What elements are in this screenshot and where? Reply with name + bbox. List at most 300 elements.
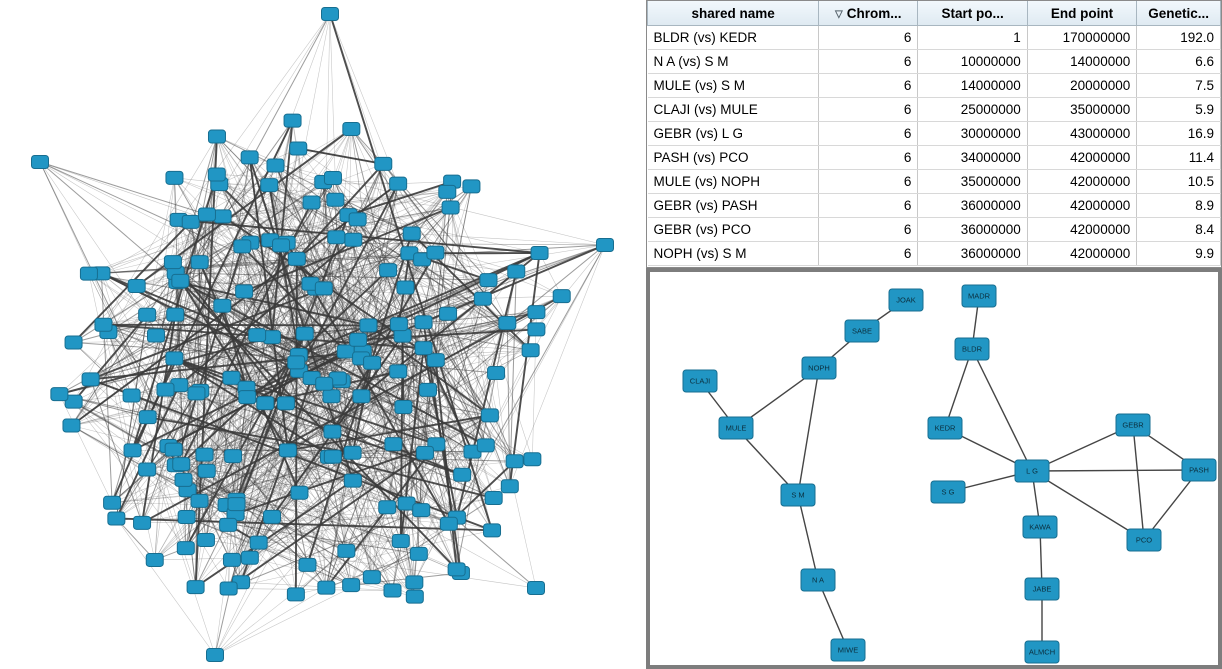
column-header-start-point[interactable]: [918, 1, 1027, 26]
node-shape: [318, 581, 335, 594]
node-shape: [375, 157, 392, 170]
table-row[interactable]: [648, 74, 1221, 98]
node-shape: [208, 130, 225, 143]
cell-shared-name: CLAJI (vs) MULE: [648, 98, 819, 122]
node-shape: [80, 267, 97, 280]
node-shape: [284, 114, 301, 127]
network-edge: [40, 162, 207, 215]
overview-node-69[interactable]: [485, 492, 502, 505]
overview-node-136[interactable]: [108, 512, 125, 525]
node-label: MULE: [725, 423, 747, 433]
overview-node-164[interactable]: [175, 473, 192, 486]
overview-node-80[interactable]: [380, 264, 397, 277]
overview-node-22[interactable]: [167, 308, 184, 321]
overview-node-142[interactable]: [198, 208, 215, 221]
overview-node-118[interactable]: [220, 518, 237, 531]
node-shape: [454, 468, 471, 481]
overview-node-57[interactable]: [63, 419, 80, 432]
overview-node-122[interactable]: [406, 590, 423, 603]
overview-node-38[interactable]: [198, 464, 215, 477]
detail-node-s-m[interactable]: [781, 484, 815, 506]
node-shape: [172, 274, 189, 287]
detail-node-claji[interactable]: [683, 370, 717, 392]
cell-shared-name: MULE (vs) NOPH: [648, 170, 819, 194]
node-shape: [178, 511, 195, 524]
overview-node-26[interactable]: [264, 510, 281, 523]
overview-node-135[interactable]: [95, 318, 112, 331]
cell-start-point: 30000000: [918, 122, 1027, 146]
node-shape: [166, 352, 183, 365]
detail-node-jabe[interactable]: [1025, 578, 1059, 600]
node-shape: [384, 584, 401, 597]
detail-node-almch[interactable]: [1025, 641, 1059, 663]
overview-node-49[interactable]: [104, 496, 121, 509]
node-shape: [481, 409, 498, 422]
node-shape: [291, 486, 308, 499]
node-label: JABE: [1032, 584, 1052, 594]
cell-genetic: 6.6: [1137, 50, 1221, 74]
overview-node-181[interactable]: [207, 649, 224, 662]
node-shape: [288, 356, 305, 369]
overview-node-151[interactable]: [349, 213, 366, 226]
overview-node-170[interactable]: [165, 443, 182, 456]
cell-end-point: 170000000: [1027, 26, 1136, 50]
overview-node-54[interactable]: [291, 486, 308, 499]
node-shape: [223, 371, 240, 384]
overview-node-85[interactable]: [166, 352, 183, 365]
overview-node-92[interactable]: [241, 551, 258, 564]
overview-node-139[interactable]: [196, 448, 213, 461]
node-shape: [427, 246, 444, 259]
cell-genetic: 192.0: [1137, 26, 1221, 50]
overview-node-138[interactable]: [290, 142, 307, 155]
overview-node-19[interactable]: [236, 285, 253, 298]
overview-node-105[interactable]: [427, 354, 444, 367]
node-shape: [406, 590, 423, 603]
filter-icon[interactable]: ▽: [835, 8, 843, 20]
overview-node-76[interactable]: [188, 387, 205, 400]
overview-node-134[interactable]: [257, 397, 274, 410]
overview-node-171[interactable]: [316, 377, 333, 390]
cell-end-point: 42000000: [1027, 242, 1136, 266]
node-shape: [191, 256, 208, 269]
node-shape: [95, 318, 112, 331]
overview-node-0[interactable]: [524, 453, 541, 466]
overview-node-86[interactable]: [279, 444, 296, 457]
overview-node-35[interactable]: [419, 383, 436, 396]
node-label: JOAK: [896, 295, 916, 305]
overview-node-43[interactable]: [508, 265, 525, 278]
overview-node-8[interactable]: [303, 196, 320, 209]
overview-node-130[interactable]: [427, 246, 444, 259]
overview-node-98[interactable]: [448, 563, 465, 576]
node-shape: [415, 316, 432, 329]
node-label: CLAJI: [689, 376, 711, 386]
overview-node-159[interactable]: [124, 444, 141, 457]
overview-node-123[interactable]: [477, 439, 494, 452]
network-edge: [945, 349, 972, 428]
overview-node-141[interactable]: [296, 327, 313, 340]
overview-node-24[interactable]: [250, 536, 267, 549]
cell-end-point: 42000000: [1027, 170, 1136, 194]
node-shape: [299, 558, 316, 571]
overview-node-184[interactable]: [528, 582, 545, 595]
overview-node-91[interactable]: [343, 122, 360, 135]
node-shape: [167, 308, 184, 321]
overview-node-145[interactable]: [397, 281, 414, 294]
cell-start-point: 36000000: [918, 242, 1027, 266]
overview-node-96[interactable]: [241, 151, 258, 164]
node-shape: [188, 387, 205, 400]
table-row[interactable]: [648, 26, 1221, 50]
overview-node-51[interactable]: [360, 319, 377, 332]
node-shape: [488, 367, 505, 380]
overview-node-178[interactable]: [440, 307, 457, 320]
table-row[interactable]: [648, 218, 1221, 242]
node-shape: [528, 306, 545, 319]
overview-node-75[interactable]: [484, 524, 501, 537]
overview-node-119[interactable]: [553, 290, 570, 303]
edge-table: [647, 1, 1221, 266]
column-header-end-point[interactable]: [1027, 1, 1136, 26]
overview-node-81[interactable]: [324, 171, 341, 184]
overview-node-29[interactable]: [415, 316, 432, 329]
overview-node-149[interactable]: [208, 168, 225, 181]
overview-node-11[interactable]: [522, 344, 539, 357]
overview-node-2[interactable]: [379, 501, 396, 514]
overview-node-27[interactable]: [384, 584, 401, 597]
overview-node-180[interactable]: [322, 8, 339, 21]
cell-genetic: 7.5: [1137, 74, 1221, 98]
node-shape: [198, 208, 215, 221]
node-shape: [531, 247, 548, 260]
overview-node-148[interactable]: [328, 231, 345, 244]
node-shape: [390, 177, 407, 190]
detail-network-panel[interactable]: [646, 268, 1222, 669]
overview-node-157[interactable]: [488, 367, 505, 380]
overview-node-7[interactable]: [139, 463, 156, 476]
overview-node-167[interactable]: [173, 458, 190, 471]
overview-node-6[interactable]: [214, 299, 231, 312]
node-label: S M: [791, 490, 805, 500]
overview-node-176[interactable]: [80, 267, 97, 280]
detail-node-miwe[interactable]: [831, 639, 865, 661]
overview-node-21[interactable]: [134, 516, 151, 529]
cell-chromosome: 6: [819, 146, 918, 170]
node-shape: [416, 446, 433, 459]
overview-node-100[interactable]: [234, 240, 251, 253]
cell-chromosome: 6: [819, 74, 918, 98]
node-shape: [324, 171, 341, 184]
overview-node-5[interactable]: [474, 292, 491, 305]
detail-node-pash[interactable]: [1182, 459, 1216, 481]
cell-genetic: 8.4: [1137, 218, 1221, 242]
detail-node-s-g[interactable]: [931, 481, 965, 503]
node-shape: [439, 185, 456, 198]
cell-start-point: 36000000: [918, 218, 1027, 242]
detail-node-kedr[interactable]: [928, 417, 962, 439]
node-shape: [261, 179, 278, 192]
overview-node-165[interactable]: [65, 336, 82, 349]
overview-node-168[interactable]: [353, 390, 370, 403]
node-shape: [147, 329, 164, 342]
detail-node-noph[interactable]: [802, 357, 836, 379]
table-header: [648, 1, 1221, 26]
overview-node-47[interactable]: [123, 389, 140, 402]
overview-node-44[interactable]: [350, 333, 367, 346]
node-shape: [241, 151, 258, 164]
overview-node-14[interactable]: [82, 373, 99, 386]
network-edge: [510, 245, 605, 486]
overview-node-140[interactable]: [315, 282, 332, 295]
overview-node-20[interactable]: [375, 157, 392, 170]
overview-node-132[interactable]: [528, 323, 545, 336]
overview-node-73[interactable]: [324, 425, 341, 438]
overview-node-143[interactable]: [531, 247, 548, 260]
overview-node-174[interactable]: [267, 159, 284, 172]
overview-node-126[interactable]: [157, 383, 174, 396]
node-shape: [392, 534, 409, 547]
network-edge: [798, 368, 819, 495]
overview-node-28[interactable]: [501, 480, 518, 493]
overview-node-115[interactable]: [499, 316, 516, 329]
overview-node-102[interactable]: [440, 517, 457, 530]
overview-node-162[interactable]: [390, 318, 407, 331]
detail-network-canvas[interactable]: [650, 272, 1218, 665]
overview-node-169[interactable]: [172, 274, 189, 287]
cell-shared-name: GEBR (vs) L G: [648, 122, 819, 146]
node-shape: [32, 156, 49, 169]
overview-node-88[interactable]: [395, 400, 412, 413]
overview-node-137[interactable]: [191, 256, 208, 269]
overview-node-36[interactable]: [288, 252, 305, 265]
overview-node-163[interactable]: [220, 582, 237, 595]
cell-chromosome: 6: [819, 122, 918, 146]
overview-node-33[interactable]: [463, 180, 480, 193]
detail-node-joak[interactable]: [889, 289, 923, 311]
overview-node-124[interactable]: [182, 215, 199, 228]
overview-node-65[interactable]: [481, 409, 498, 422]
overview-node-93[interactable]: [214, 210, 231, 223]
node-shape: [257, 397, 274, 410]
overview-node-116[interactable]: [164, 256, 181, 269]
cell-end-point: 43000000: [1027, 122, 1136, 146]
overview-node-4[interactable]: [299, 558, 316, 571]
node-shape: [239, 391, 256, 404]
node-shape: [360, 319, 377, 332]
table-row[interactable]: [648, 194, 1221, 218]
node-shape: [484, 524, 501, 537]
overview-node-12[interactable]: [343, 579, 360, 592]
node-shape: [108, 512, 125, 525]
node-shape: [214, 299, 231, 312]
overview-node-109[interactable]: [439, 185, 456, 198]
node-shape: [344, 446, 361, 459]
cell-chromosome: 6: [819, 26, 918, 50]
table-body: [648, 26, 1221, 266]
overview-node-46[interactable]: [139, 411, 156, 424]
node-shape: [241, 551, 258, 564]
overview-node-101[interactable]: [345, 233, 362, 246]
overview-node-173[interactable]: [442, 201, 459, 214]
overview-node-71[interactable]: [277, 397, 294, 410]
node-shape: [63, 419, 80, 432]
overview-node-66[interactable]: [128, 280, 145, 293]
table-row[interactable]: [648, 50, 1221, 74]
table-row[interactable]: [648, 98, 1221, 122]
column-header-genetic[interactable]: [1137, 1, 1221, 26]
node-shape: [196, 448, 213, 461]
detail-node-madr[interactable]: [962, 285, 996, 307]
overview-node-37[interactable]: [392, 534, 409, 547]
overview-node-182[interactable]: [597, 239, 614, 252]
overview-node-172[interactable]: [228, 498, 245, 511]
overview-node-117[interactable]: [208, 130, 225, 143]
overview-node-67[interactable]: [385, 438, 402, 451]
node-shape: [474, 292, 491, 305]
overview-node-158[interactable]: [363, 571, 380, 584]
overview-node-87[interactable]: [178, 511, 195, 524]
node-shape: [207, 649, 224, 662]
overview-node-74[interactable]: [323, 390, 340, 403]
overview-node-155[interactable]: [506, 455, 523, 468]
node-shape: [264, 510, 281, 523]
column-header-start-point-label: Start po...: [941, 5, 1004, 21]
overview-node-82[interactable]: [324, 450, 341, 463]
overview-node-161[interactable]: [390, 177, 407, 190]
detail-node-n-a[interactable]: [801, 569, 835, 591]
detail-node-mule[interactable]: [719, 417, 753, 439]
overview-node-15[interactable]: [147, 329, 164, 342]
overview-node-127[interactable]: [284, 114, 301, 127]
node-shape: [177, 542, 194, 555]
network-edge: [217, 174, 398, 183]
node-shape: [228, 498, 245, 511]
cell-chromosome: 6: [819, 194, 918, 218]
cell-chromosome: 6: [819, 242, 918, 266]
overview-node-10[interactable]: [410, 547, 427, 560]
overview-node-99[interactable]: [406, 576, 423, 589]
node-shape: [508, 265, 525, 278]
node-label: N A: [811, 575, 825, 585]
overview-node-42[interactable]: [480, 274, 497, 287]
overview-node-147[interactable]: [223, 553, 240, 566]
overview-node-110[interactable]: [225, 450, 242, 463]
node-shape: [234, 240, 251, 253]
node-shape: [395, 400, 412, 413]
overview-node-114[interactable]: [187, 581, 204, 594]
overview-node-107[interactable]: [177, 542, 194, 555]
node-shape: [528, 582, 545, 595]
overview-node-179[interactable]: [249, 329, 266, 342]
overview-node-56[interactable]: [146, 553, 163, 566]
overview-node-177[interactable]: [273, 239, 290, 252]
node-shape: [164, 256, 181, 269]
node-shape: [220, 518, 237, 531]
cell-end-point: 35000000: [1027, 98, 1136, 122]
column-header-shared-name[interactable]: [648, 1, 819, 26]
node-shape: [328, 231, 345, 244]
node-shape: [197, 533, 214, 546]
overview-node-183[interactable]: [32, 156, 49, 169]
node-label: KAWA: [1029, 522, 1051, 532]
overview-node-89[interactable]: [239, 391, 256, 404]
detail-node-pco[interactable]: [1127, 529, 1161, 551]
cell-shared-name: MULE (vs) S M: [648, 74, 819, 98]
edge-table-panel[interactable]: [646, 0, 1222, 268]
overview-node-62[interactable]: [261, 179, 278, 192]
overview-node-133[interactable]: [318, 581, 335, 594]
node-shape: [249, 329, 266, 342]
node-shape: [427, 354, 444, 367]
overview-node-13[interactable]: [337, 345, 354, 358]
cell-end-point: 42000000: [1027, 194, 1136, 218]
detail-node-bldr[interactable]: [955, 338, 989, 360]
overview-node-152[interactable]: [416, 446, 433, 459]
overview-node-156[interactable]: [191, 494, 208, 507]
node-shape: [166, 171, 183, 184]
overview-node-131[interactable]: [415, 342, 432, 355]
node-shape: [198, 464, 215, 477]
column-header-chromosome[interactable]: [819, 1, 918, 26]
table-row[interactable]: [648, 146, 1221, 170]
overview-node-48[interactable]: [287, 588, 304, 601]
overview-node-150[interactable]: [364, 356, 381, 369]
cell-shared-name: GEBR (vs) PCO: [648, 218, 819, 242]
overview-node-125[interactable]: [390, 365, 407, 378]
node-shape: [345, 233, 362, 246]
overview-node-90[interactable]: [139, 308, 156, 321]
overview-node-166[interactable]: [413, 504, 430, 517]
network-edge: [798, 495, 818, 580]
overview-node-175[interactable]: [288, 356, 305, 369]
overview-node-94[interactable]: [338, 544, 355, 557]
overview-node-41[interactable]: [166, 171, 183, 184]
node-shape: [364, 356, 381, 369]
node-shape: [267, 159, 284, 172]
overview-node-39[interactable]: [197, 533, 214, 546]
overview-node-78[interactable]: [344, 446, 361, 459]
node-label: PCO: [1135, 535, 1153, 545]
overview-node-129[interactable]: [51, 388, 68, 401]
overview-node-121[interactable]: [528, 306, 545, 319]
node-shape: [363, 571, 380, 584]
detail-node-l-g[interactable]: [1015, 460, 1049, 482]
node-label: L G: [1026, 466, 1038, 476]
table-row[interactable]: [648, 170, 1221, 194]
overview-node-146[interactable]: [344, 474, 361, 487]
table-row[interactable]: [648, 242, 1221, 266]
node-shape: [51, 388, 68, 401]
node-shape: [225, 450, 242, 463]
node-shape: [379, 501, 396, 514]
overview-node-77[interactable]: [454, 468, 471, 481]
overview-node-25[interactable]: [223, 371, 240, 384]
detail-node-sabe[interactable]: [845, 320, 879, 342]
node-shape: [316, 377, 333, 390]
detail-node-kawa[interactable]: [1023, 516, 1057, 538]
node-shape: [324, 450, 341, 463]
node-shape: [82, 373, 99, 386]
cell-chromosome: 6: [819, 218, 918, 242]
overview-node-83[interactable]: [327, 193, 344, 206]
detail-node-gebr[interactable]: [1116, 414, 1150, 436]
node-label: MADR: [967, 291, 991, 301]
node-shape: [315, 282, 332, 295]
detail-network-graph[interactable]: [650, 272, 1218, 665]
overview-node-9[interactable]: [403, 227, 420, 240]
table-row[interactable]: [648, 122, 1221, 146]
